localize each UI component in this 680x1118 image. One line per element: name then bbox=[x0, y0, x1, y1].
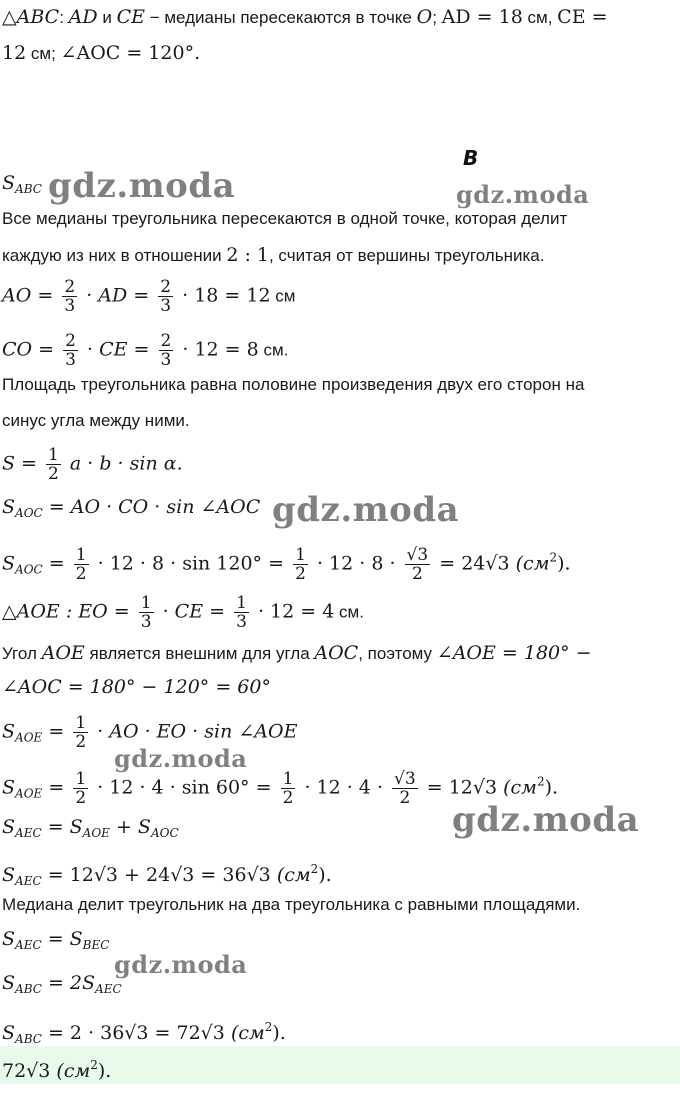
median-text-2: каждую из них в отношении 2 : 1, считая от вершины треугольника. bbox=[2, 244, 545, 266]
watermark: gdz.moda bbox=[114, 744, 248, 773]
fraction: $\frac{1}{3}$ bbox=[236, 593, 247, 632]
angle-aoc: ∠AOC = 120°. bbox=[60, 42, 201, 64]
s-abc-value: $S_{ABC} = 2 \cdot 36√3 = 72√3$ $(см^2)$. bbox=[2, 1020, 286, 1046]
figure-vertex-label: B bbox=[463, 146, 479, 170]
triangle-abc: △ABC bbox=[2, 6, 60, 28]
semicolon: ; bbox=[432, 8, 442, 27]
problem-line-2 bbox=[2, 42, 200, 65]
unit-cm: см; bbox=[26, 44, 61, 63]
statement-text: − медианы пересекаются в точке bbox=[144, 8, 417, 27]
fraction: $\frac{√3}{2}$ bbox=[406, 545, 429, 584]
fraction: $\frac{2}{3}$ bbox=[160, 277, 172, 316]
angle-text-2: ∠AOC = 180° − 120° = 60° bbox=[2, 676, 271, 698]
s-aoe-definition: $S_{AOE}$ = $\frac{1}{2}$ · AO · EO · sin ∠AOE bbox=[2, 713, 298, 752]
fraction: $\frac{1}{2}$ bbox=[295, 545, 306, 584]
s-aoc-value: $S_{AOC}$ = $\frac{1}{2}$ · 12 · 8 · sin 120° = $\frac{1}{2}$ · 12 · 8 · $\frac{√3}{2}$ = 24√3 $(см^2)$. bbox=[2, 545, 571, 584]
s-aec-value: $S_{AEC} = 12√3 + 24√3 = 36√3$ $(см^2)$. bbox=[2, 862, 332, 888]
fraction: $\frac{1}{2}$ bbox=[75, 545, 87, 584]
watermark: gdz.moda bbox=[114, 950, 248, 979]
area-formula: S = $\frac{1}{2}$ a · b · sin α. bbox=[2, 445, 183, 484]
point-o: O bbox=[416, 6, 433, 28]
median-area-text: Медиана делит треугольник на два треугольника с равными площадями. bbox=[2, 895, 581, 914]
s-abc-heading: $S_{ABC}$ bbox=[2, 172, 42, 196]
fraction: $\frac{1}{2}$ bbox=[48, 445, 59, 484]
fraction: $\frac{1}{2}$ bbox=[75, 769, 87, 808]
watermark: gdz.moda bbox=[456, 180, 590, 209]
area-text-2: синус угла между ними. bbox=[2, 411, 190, 430]
ad-value: AD = 18 bbox=[441, 6, 523, 28]
median-text-1: Все медианы треугольника пересекаются в одной точке, которая делит bbox=[2, 209, 568, 228]
s-aoc-definition: $S_{AOC}$ = AO · CO · sin ∠AOC bbox=[2, 496, 261, 520]
problem-line-1 bbox=[2, 6, 608, 29]
s-abc-double: $S_{ABC} = 2S_{AEC}$ bbox=[2, 972, 122, 996]
fraction: $\frac{1}{2}$ bbox=[282, 769, 294, 808]
ce-label: CE = bbox=[557, 6, 608, 28]
colon: : bbox=[59, 8, 69, 27]
area-text-1: Площадь треугольника равна половине произведения двух его сторон на bbox=[2, 375, 585, 394]
fraction: $\frac{1}{3}$ bbox=[140, 593, 152, 632]
watermark: gdz.moda bbox=[48, 166, 236, 206]
unit-cm: см, bbox=[522, 8, 558, 27]
median-ce: CE bbox=[116, 6, 145, 28]
fraction: $\frac{1}{2}$ bbox=[75, 713, 87, 752]
watermark: gdz.moda bbox=[272, 490, 460, 530]
s-aec-sum: $S_{AEC} = S_{AOE} + S_{AOC}$ bbox=[2, 816, 179, 840]
co-equation: CO = $\frac{2}{3}$ · CE = $\frac{2}{3}$ · 12 = 8 см. bbox=[2, 331, 289, 370]
ao-equation: AO = $\frac{2}{3}$ · AD = $\frac{2}{3}$ · 18 = 12 см bbox=[2, 277, 296, 316]
fraction: $\frac{2}{3}$ bbox=[65, 331, 76, 370]
conj-and: и bbox=[97, 8, 117, 27]
watermark: gdz.moda bbox=[452, 800, 640, 840]
fraction: $\frac{2}{3}$ bbox=[64, 277, 76, 316]
median-ad: AD bbox=[68, 6, 98, 28]
eo-equation: △AOE : EO = $\frac{1}{3}$ · CE = $\frac{1}{3}$ · 12 = 4 см. bbox=[2, 593, 364, 632]
s-aoe-value: $S_{AOE}$ = $\frac{1}{2}$ · 12 · 4 · sin 60° = $\frac{1}{2}$ · 12 · 4 · $\frac{√3}{2}$ = 12√3 $(см^2)$. bbox=[2, 769, 559, 808]
answer-value: 72√3 $(см^2)$. bbox=[2, 1058, 112, 1082]
angle-text-1: Угол AOE является внешним для угла AOC, поэтому ∠AOE = 180° − bbox=[2, 642, 592, 664]
s-aec-bec: $S_{AEC} = S_{BEC}$ bbox=[2, 928, 110, 952]
fraction: $\frac{2}{3}$ bbox=[160, 331, 172, 370]
fraction: $\frac{√3}{2}$ bbox=[394, 769, 416, 808]
ce-value: 12 bbox=[2, 42, 27, 64]
